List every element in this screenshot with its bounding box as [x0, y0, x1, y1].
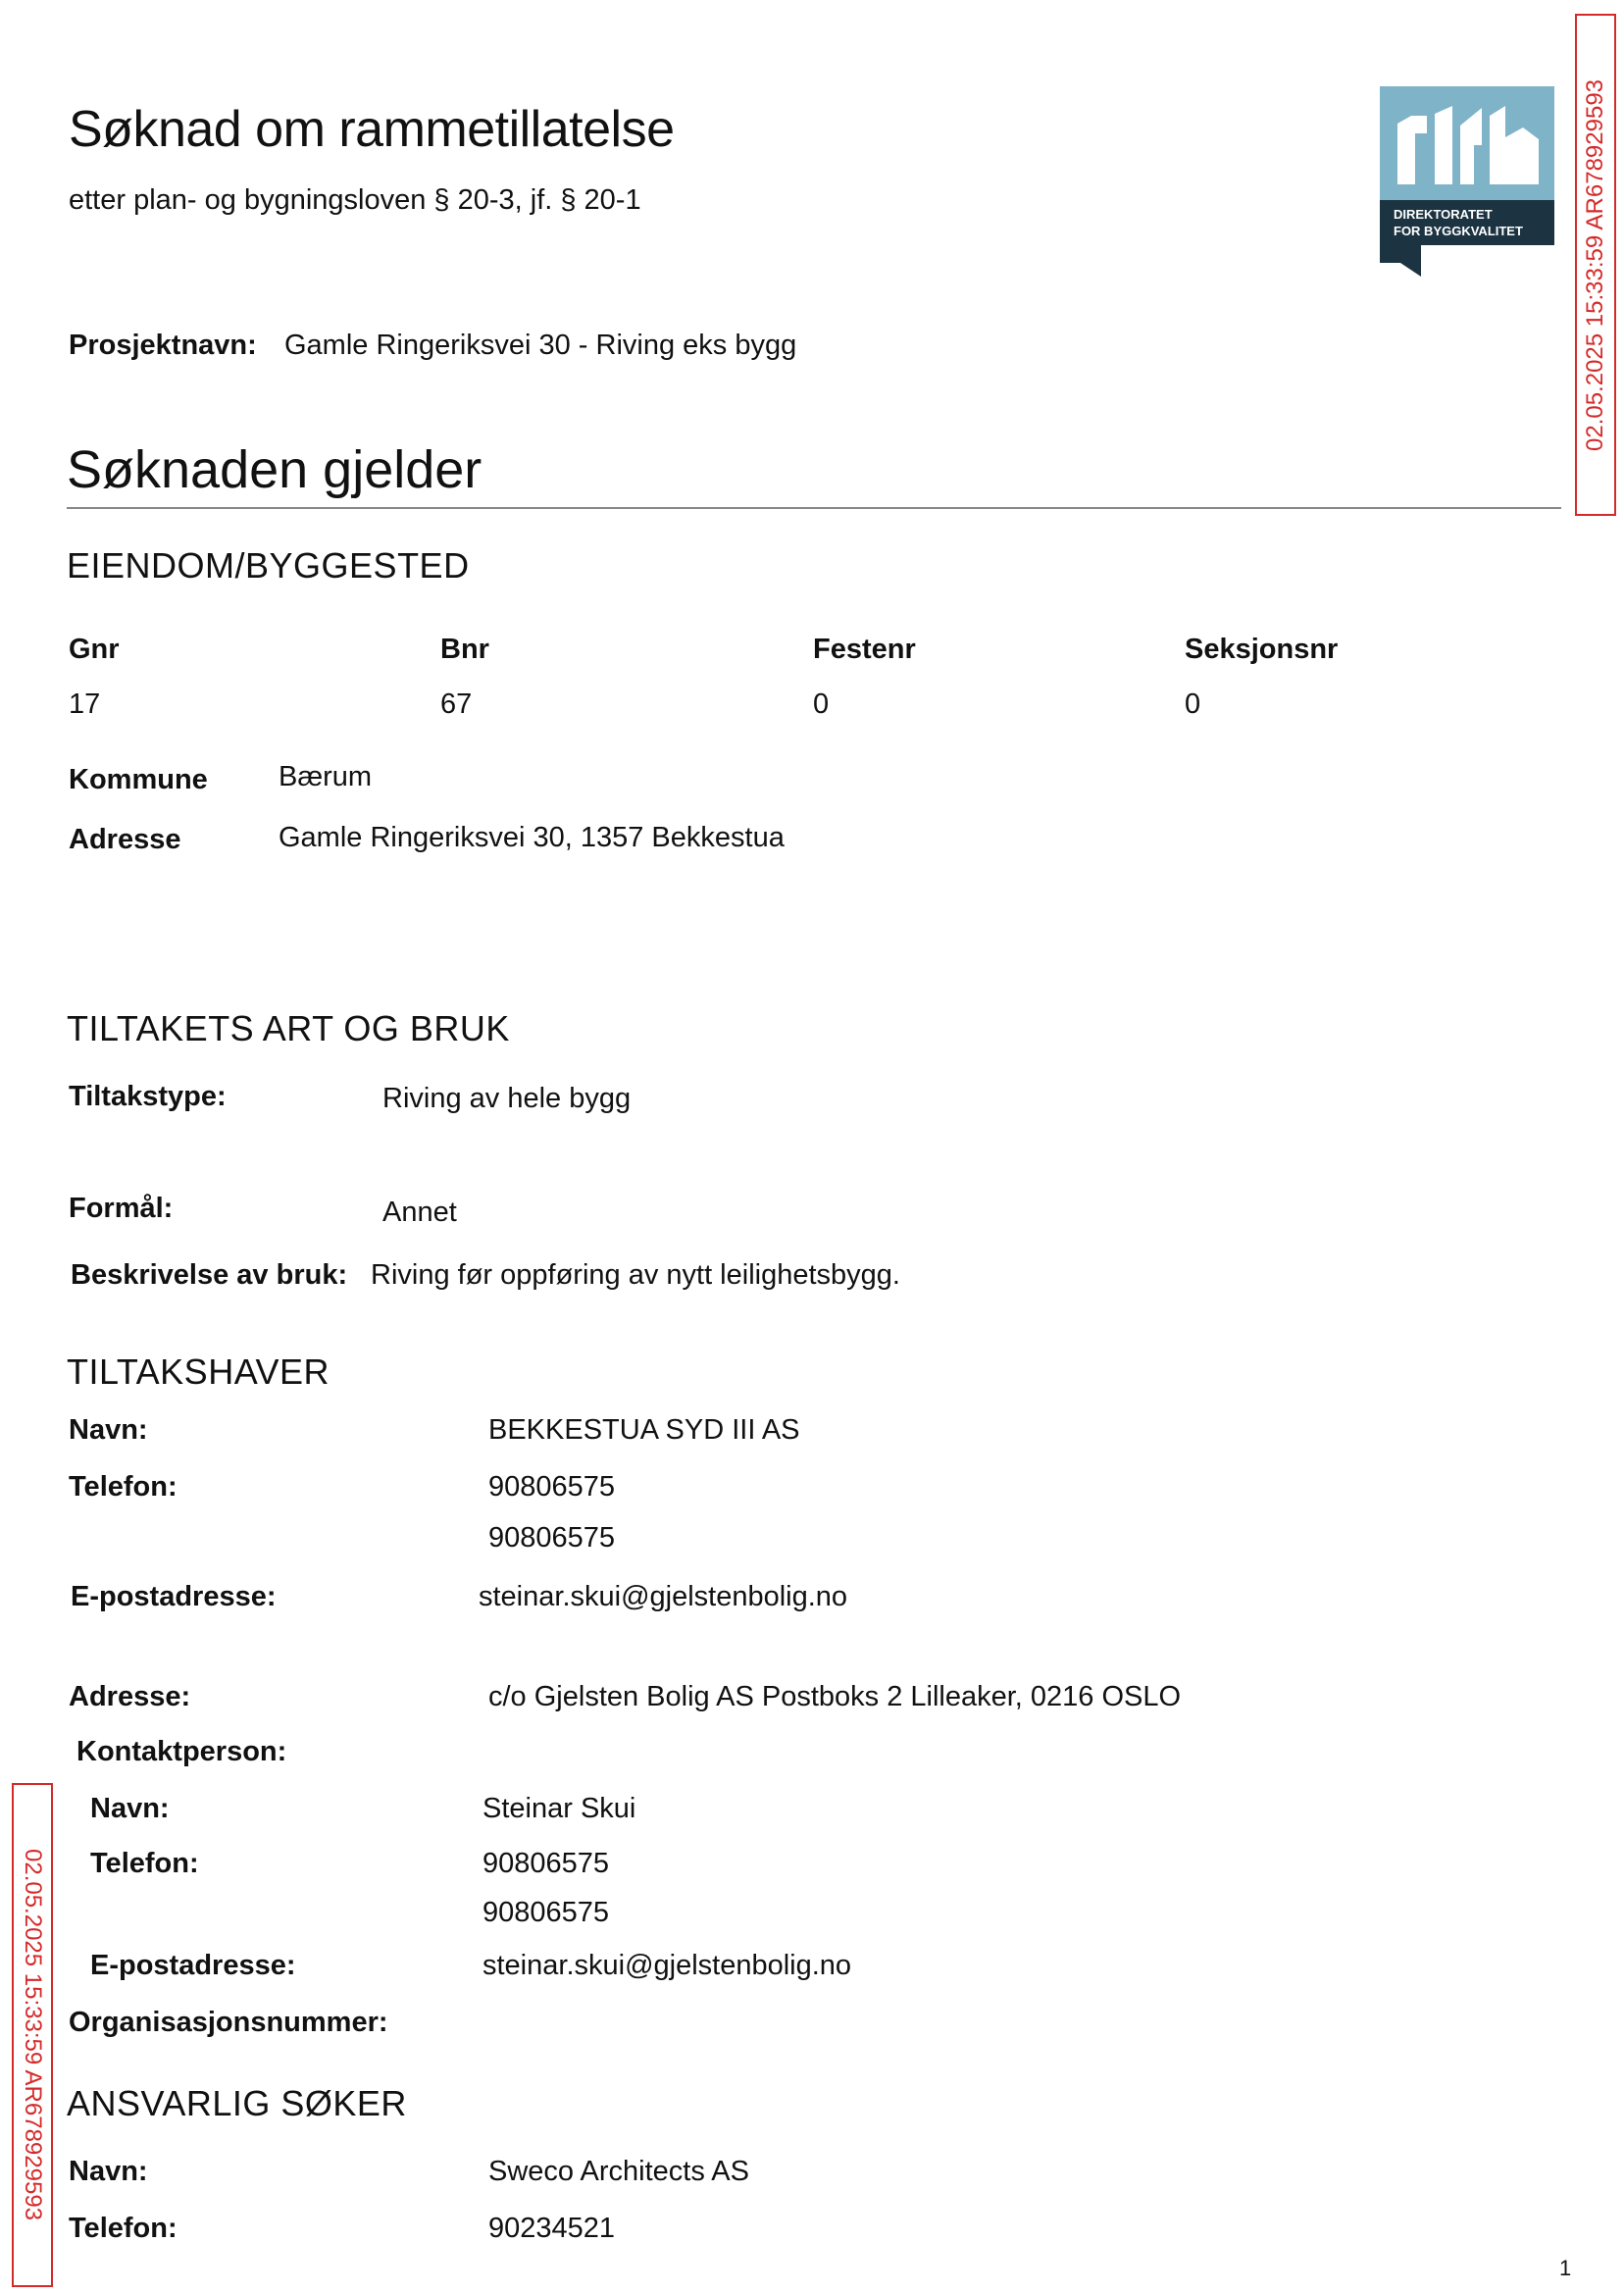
tiltakstype-label: Tiltakstype: [69, 1081, 227, 1112]
adresse-value: Gamle Ringeriksvei 30, 1357 Bekkestua [279, 822, 785, 853]
kontakt-navn-value: Steinar Skui [482, 1793, 636, 1824]
kontakt-telefon-label: Telefon: [90, 1848, 199, 1879]
timestamp-stamp-bottom: 02.05.2025 15:33:59 AR678929593 [12, 1783, 53, 2287]
tiltakshaver-epost-value: steinar.skui@gjelstenbolig.no [479, 1581, 848, 1612]
tiltakshaver-epost-label: E-postadresse: [71, 1581, 277, 1612]
page-subtitle: etter plan- og bygningsloven § 20-3, jf. § 20-1 [69, 184, 641, 216]
tiltakshaver-adresse-value: c/o Gjelsten Bolig AS Postboks 2 Lilleaker, 0216 OSLO [488, 1681, 1182, 1712]
kommune-value: Bærum [279, 761, 373, 792]
logo-text-line1: DIREKTORATET [1394, 207, 1493, 222]
section-divider [67, 507, 1561, 509]
logo-text-line2: FOR BYGGKVALITET [1394, 224, 1523, 238]
bnr-label: Bnr [440, 634, 489, 665]
tiltakshaver-telefon-label: Telefon: [69, 1471, 178, 1503]
tiltakshaver-navn-label: Navn: [69, 1414, 148, 1446]
kontaktperson-label: Kontaktperson: [76, 1736, 287, 1767]
ansvarlig-heading: ANSVARLIG SØKER [67, 2083, 407, 2123]
festenr-value: 0 [813, 688, 830, 720]
page-number: 1 [1559, 2256, 1572, 2280]
timestamp-stamp-top: 02.05.2025 15:33:59 AR678929593 [1575, 14, 1616, 516]
tiltak-heading: TILTAKETS ART OG BRUK [67, 1008, 510, 1048]
formal-label: Formål: [69, 1193, 174, 1224]
dibk-logo [1380, 86, 1554, 277]
tiltakshaver-telefon-value-1: 90806575 [488, 1471, 616, 1503]
section-title: Søknaden gjelder [67, 440, 482, 499]
tiltakshaver-heading: TILTAKSHAVER [67, 1351, 330, 1392]
gnr-value: 17 [69, 688, 101, 720]
tiltakshaver-telefon-value-2: 90806575 [488, 1522, 616, 1554]
kontakt-telefon-value-2: 90806575 [482, 1897, 610, 1928]
ansvarlig-telefon-label: Telefon: [69, 2213, 178, 2244]
bnr-value: 67 [440, 688, 473, 720]
kontakt-navn-label: Navn: [90, 1793, 170, 1824]
organisasjonsnummer-label: Organisasjonsnummer: [69, 2007, 388, 2038]
seksjonsnr-value: 0 [1185, 688, 1201, 720]
ansvarlig-navn-value: Sweco Architects AS [488, 2156, 749, 2187]
kommune-label: Kommune [69, 764, 208, 795]
formal-value: Annet [382, 1197, 457, 1228]
tiltakstype-value: Riving av hele bygg [382, 1083, 632, 1114]
adresse-label: Adresse [69, 824, 181, 855]
kontakt-epost-value: steinar.skui@gjelstenbolig.no [482, 1950, 852, 1981]
festenr-label: Festenr [813, 634, 916, 665]
ansvarlig-telefon-value: 90234521 [488, 2213, 616, 2244]
kontakt-telefon-value-1: 90806575 [482, 1848, 610, 1879]
gnr-label: Gnr [69, 634, 120, 665]
project-label: Prosjektnavn: [69, 330, 257, 361]
dibk-logo-graphic [1380, 86, 1554, 277]
tiltakshaver-navn-value: BEKKESTUA SYD III AS [488, 1414, 800, 1446]
seksjonsnr-label: Seksjonsnr [1185, 634, 1339, 665]
ansvarlig-navn-label: Navn: [69, 2156, 148, 2187]
bruk-label: Beskrivelse av bruk: [71, 1259, 348, 1291]
kontakt-epost-label: E-postadresse: [90, 1950, 296, 1981]
eiendom-heading: EIENDOM/BYGGESTED [67, 545, 470, 586]
tiltakshaver-adresse-label: Adresse: [69, 1681, 191, 1712]
project-value: Gamle Ringeriksvei 30 - Riving eks bygg [284, 330, 797, 361]
page-title: Søknad om rammetillatelse [69, 101, 675, 158]
bruk-value: Riving før oppføring av nytt leilighetsbygg. [371, 1259, 900, 1291]
